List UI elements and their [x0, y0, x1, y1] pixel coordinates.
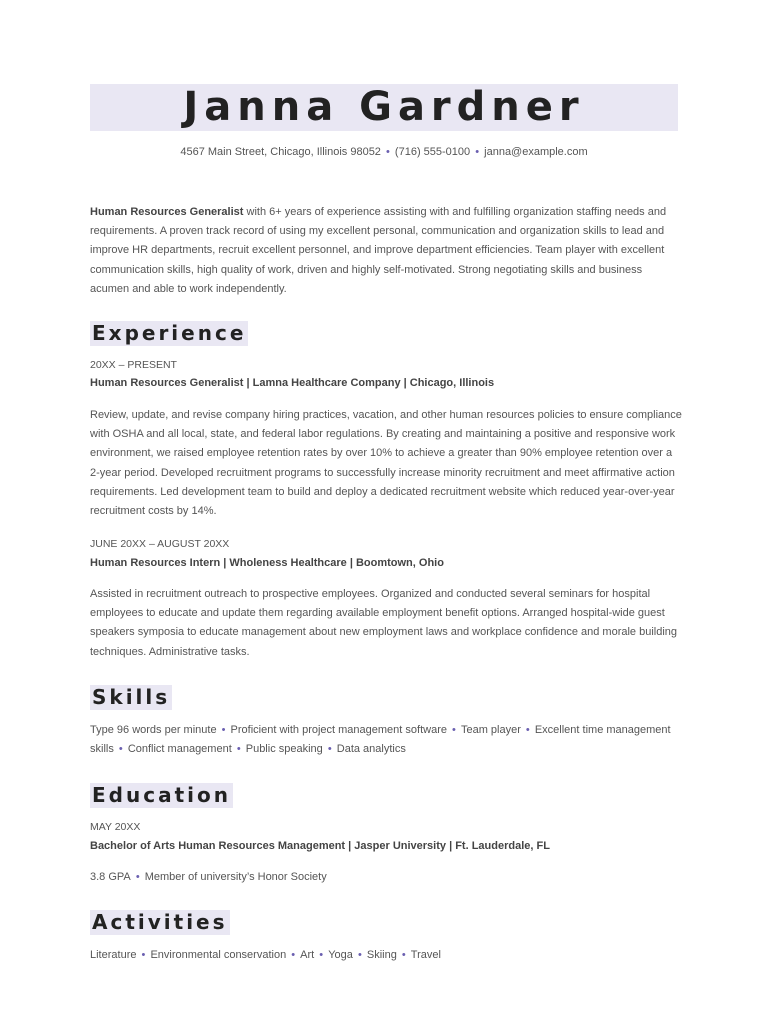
bullet-separator: •: [475, 146, 480, 158]
job-description: Review, update, and revise company hiring practices, vacation, and other human resources policies to ensure compliance with OSHA and all local, state, and federal labor regulations. By creating and maintaining a positive and responsive work environment, we raised employee retention rates by over 10% to achieve a greater than 90% employee retention over a 2-year period. Developed recruitment programs to successfully increase minority recruitment and meet affirmative action requirements. Led development team to build and deploy a dedicated recruitment website which reduced year-over-year recruitment costs by 14%.: [90, 409, 682, 518]
contact-line: [90, 146, 678, 158]
activities-list: [90, 946, 690, 965]
list-item: Type 96 words per minute: [90, 724, 217, 736]
education-details: [90, 868, 690, 887]
section-title-education: Education: [92, 783, 231, 807]
list-item: Proficient with project management software: [230, 724, 447, 736]
bullet-separator: •: [522, 724, 533, 736]
list-item: Travel: [410, 949, 441, 961]
address: 4567 Main Street, Chicago, Illinois 98052: [180, 146, 381, 158]
list-item: Art: [300, 949, 315, 961]
list-item: Literature: [90, 949, 137, 961]
list-item: Data analytics: [336, 743, 406, 755]
bullet-separator: •: [132, 871, 143, 883]
bullet-separator: •: [324, 743, 335, 755]
bullet-separator: •: [398, 949, 409, 961]
section-title-skills: Skills: [92, 685, 171, 709]
list-item: Conflict management: [127, 743, 232, 755]
bullet-separator: •: [233, 743, 244, 755]
list-item: 3.8 GPA: [90, 871, 131, 883]
section-title-activities: Activities: [92, 910, 228, 934]
summary: [90, 203, 680, 299]
job-role: Human Resources Intern | Wholeness Healthcare | Boomtown, Ohio: [90, 557, 444, 569]
bullet-separator: •: [288, 949, 299, 961]
list-item: Member of university’s Honor Society: [144, 871, 327, 883]
job-dates: 20XX – PRESENT: [90, 359, 177, 371]
summary-text: with 6+ years of experience assisting with and fulfilling organization staffing needs and requirements. A proven track record of using my excellent personal, communication and organization skills to lead and improve HR departments, recruit excellent personnel, and improve department efficiencies. Team player with excellent communication skills, high quality of work, driven and highly self-motivated. Strong negotiating skills and business acumen and able to work independently.: [90, 206, 667, 295]
bullet-separator: •: [386, 146, 390, 158]
phone: (716) 555-0100: [394, 146, 471, 158]
bullet-separator: •: [138, 949, 149, 961]
section-title-experience: Experience: [92, 321, 247, 345]
list-item: Skiing: [366, 949, 397, 961]
bullet-separator: •: [448, 724, 459, 736]
list-item: Team player: [460, 724, 521, 736]
bullet-separator: •: [316, 949, 327, 961]
bullet-separator: •: [354, 949, 365, 961]
summary-lead: Human Resources Generalist: [90, 206, 244, 218]
list-item: Environmental conservation: [150, 949, 287, 961]
email-link[interactable]: janna@example.com: [484, 146, 588, 158]
list-item: Public speaking: [245, 743, 323, 755]
job-role: Human Resources Generalist | Lamna Healthcare Company | Chicago, Illinois: [90, 377, 495, 389]
list-item: Yoga: [328, 949, 353, 961]
bullet-separator: •: [218, 724, 229, 736]
skills-list: [90, 721, 690, 759]
list-item: Excellent time management skills: [90, 724, 671, 755]
job-dates: JUNE 20XX – AUGUST 20XX: [90, 538, 230, 550]
education-degree: Bachelor of Arts Human Resources Management | Jasper University | Ft. Lauderdale, FL: [90, 840, 550, 852]
job-description: Assisted in recruitment outreach to prospective employees. Organized and conducted several seminars for hospital employees to educate and update them regarding available employment benefit options. Arranged hospital-wide guest speakers symposia to educate management about new employment laws and workplace confidence and morale building techniques. Administrative tasks.: [90, 588, 678, 658]
candidate-name: Janna Gardner: [183, 84, 585, 130]
bullet-separator: •: [115, 743, 126, 755]
education-dates: MAY 20XX: [90, 821, 141, 833]
name-banner: [90, 84, 678, 131]
